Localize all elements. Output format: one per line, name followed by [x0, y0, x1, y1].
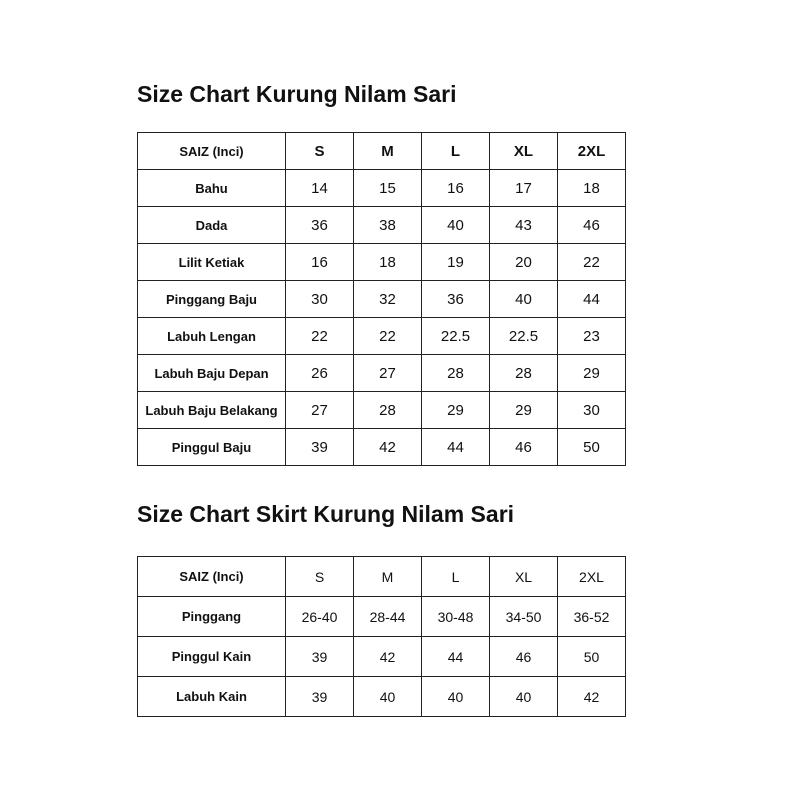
value-cell: 50 — [558, 637, 626, 677]
header-cell-size: XL — [490, 133, 558, 170]
value-cell: 20 — [490, 244, 558, 281]
header-cell-size: L — [422, 557, 490, 597]
value-cell: 44 — [558, 281, 626, 318]
skirt-size-table — [137, 556, 626, 717]
value-cell: 30 — [558, 392, 626, 429]
table-row — [138, 637, 626, 677]
value-cell: 22.5 — [490, 318, 558, 355]
row-label-cell: Labuh Baju Depan — [138, 355, 286, 392]
value-cell: 36 — [286, 207, 354, 244]
kurung-size-table — [137, 132, 626, 466]
header-cell-size: M — [354, 557, 422, 597]
value-cell: 16 — [422, 170, 490, 207]
kurung-size-chart-title: Size Chart Kurung Nilam Sari — [137, 81, 457, 107]
row-label-cell: Pinggang Baju — [138, 281, 286, 318]
value-cell: 36 — [422, 281, 490, 318]
value-cell: 26-40 — [286, 597, 354, 637]
value-cell: 39 — [286, 677, 354, 717]
row-label-cell: Labuh Lengan — [138, 318, 286, 355]
row-label-cell: Lilit Ketiak — [138, 244, 286, 281]
header-cell-size: 2XL — [558, 557, 626, 597]
value-cell: 22 — [558, 244, 626, 281]
value-cell: 30 — [286, 281, 354, 318]
value-cell: 18 — [558, 170, 626, 207]
value-cell: 46 — [490, 429, 558, 466]
row-label-cell: Pinggul Kain — [138, 637, 286, 677]
value-cell: 39 — [286, 429, 354, 466]
value-cell: 50 — [558, 429, 626, 466]
value-cell: 28 — [354, 392, 422, 429]
value-cell: 28 — [490, 355, 558, 392]
value-cell: 40 — [490, 281, 558, 318]
header-cell-size: S — [286, 133, 354, 170]
value-cell: 46 — [490, 637, 558, 677]
table-header-row — [138, 133, 626, 170]
row-label-cell: Pinggul Baju — [138, 429, 286, 466]
value-cell: 29 — [558, 355, 626, 392]
value-cell: 27 — [286, 392, 354, 429]
value-cell: 17 — [490, 170, 558, 207]
header-cell-size: S — [286, 557, 354, 597]
value-cell: 29 — [422, 392, 490, 429]
row-label-cell: Bahu — [138, 170, 286, 207]
value-cell: 26 — [286, 355, 354, 392]
value-cell: 46 — [558, 207, 626, 244]
table-row — [138, 429, 626, 466]
value-cell: 42 — [558, 677, 626, 717]
table-header-row — [138, 557, 626, 597]
value-cell: 40 — [422, 207, 490, 244]
value-cell: 42 — [354, 637, 422, 677]
table-row — [138, 355, 626, 392]
header-cell-size: XL — [490, 557, 558, 597]
value-cell: 32 — [354, 281, 422, 318]
value-cell: 18 — [354, 244, 422, 281]
value-cell: 39 — [286, 637, 354, 677]
skirt-size-chart-title: Size Chart Skirt Kurung Nilam Sari — [137, 501, 515, 527]
value-cell: 42 — [354, 429, 422, 466]
value-cell: 22.5 — [422, 318, 490, 355]
value-cell: 28 — [422, 355, 490, 392]
value-cell: 28-44 — [354, 597, 422, 637]
value-cell: 22 — [286, 318, 354, 355]
table-row — [138, 244, 626, 281]
value-cell: 44 — [422, 637, 490, 677]
header-cell-saiz: SAIZ (Inci) — [138, 557, 286, 597]
value-cell: 14 — [286, 170, 354, 207]
value-cell: 30-48 — [422, 597, 490, 637]
row-label-cell: Dada — [138, 207, 286, 244]
value-cell: 40 — [422, 677, 490, 717]
value-cell: 36-52 — [558, 597, 626, 637]
value-cell: 29 — [490, 392, 558, 429]
value-cell: 34-50 — [490, 597, 558, 637]
header-cell-size: 2XL — [558, 133, 626, 170]
row-label-cell: Labuh Baju Belakang — [138, 392, 286, 429]
header-cell-size: M — [354, 133, 422, 170]
value-cell: 16 — [286, 244, 354, 281]
value-cell: 38 — [354, 207, 422, 244]
value-cell: 43 — [490, 207, 558, 244]
row-label-cell: Pinggang — [138, 597, 286, 637]
value-cell: 44 — [422, 429, 490, 466]
value-cell: 15 — [354, 170, 422, 207]
table-row — [138, 207, 626, 244]
table-row — [138, 677, 626, 717]
table-row — [138, 597, 626, 637]
value-cell: 40 — [354, 677, 422, 717]
value-cell: 22 — [354, 318, 422, 355]
header-cell-saiz: SAIZ (Inci) — [138, 133, 286, 170]
table-row — [138, 318, 626, 355]
value-cell: 40 — [490, 677, 558, 717]
header-cell-size: L — [422, 133, 490, 170]
table-row — [138, 392, 626, 429]
table-row — [138, 170, 626, 207]
row-label-cell: Labuh Kain — [138, 677, 286, 717]
value-cell: 23 — [558, 318, 626, 355]
table-row — [138, 281, 626, 318]
value-cell: 27 — [354, 355, 422, 392]
value-cell: 19 — [422, 244, 490, 281]
